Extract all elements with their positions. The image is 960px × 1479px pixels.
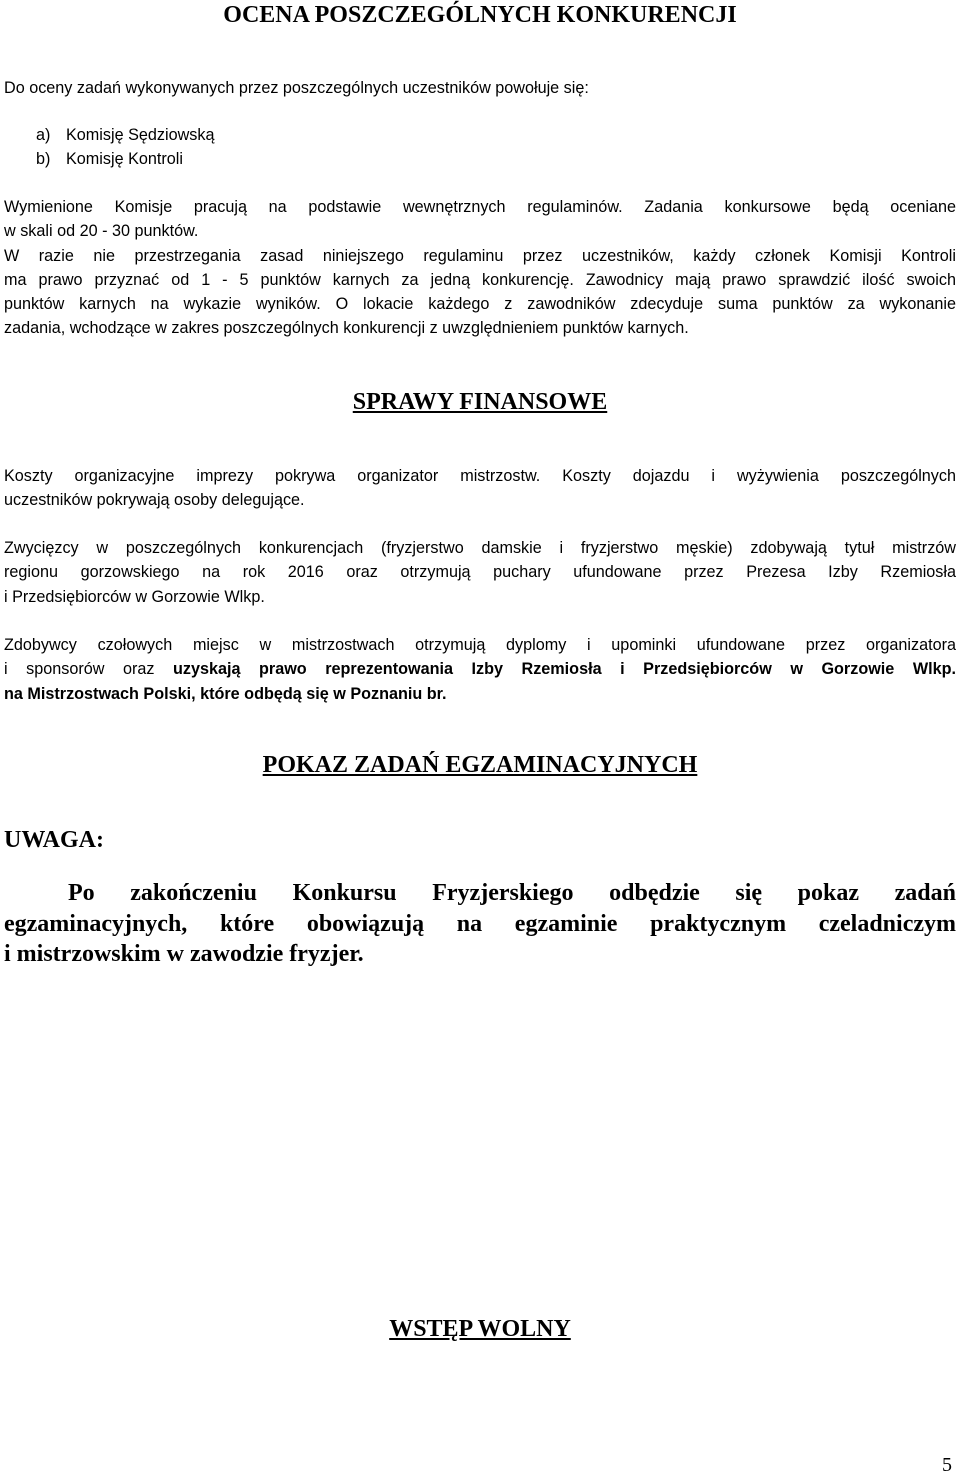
intro-text: Do oceny zadań wykonywanych przez poszczególnych uczestników powołuje się: [4,79,589,97]
rules-line: W razie nie przestrzegania zasad niniejszego regulaminu przez uczestników, każdy członek Komisji Kontroli [4,246,956,265]
page-title: OCENA POSZCZEGÓLNYCH KONKURENCJI [223,2,737,28]
list-item [36,123,214,147]
list-marker: a) [36,126,51,144]
page-number: 5 [942,1454,952,1476]
finance-line: uczestników pokrywają osoby delegujące. [4,491,305,510]
prizes-text: i sponsorów oraz [4,660,173,679]
section-heading-finance: SPRAWY FINANSOWE [352,389,608,415]
winners-line: Zwycięzcy w poszczególnych konkurencjach (fryzjerstwo damskie i fryzjerstwo męskie) zdobywają tytuł mistrzów [4,539,956,557]
prizes-paragraph [4,633,956,706]
rules-line: zadania, wchodzące w zakres poszczególnych konkurencji z uwzględnieniem punktów karnych. [4,319,689,338]
list-item [36,147,183,171]
list-item-text: Komisję Sędziowską [66,126,215,144]
prizes-bold-line: na Mistrzostwach Polski, które odbędą się w Poznaniu br. [4,684,447,703]
rules-line: w skali od 20 - 30 punktów. [4,222,199,241]
rules-line: punktów karnych na wykazie wyników. O lokacie każdego z zawodników zdecyduje suma punktów za wykonanie [4,295,956,314]
list-item-text: Komisję Kontroli [66,150,183,168]
winners-line: regionu gorzowskiego na rok 2016 oraz otrzymują puchary ufundowane przez Prezesa Izby Rzemiosła [4,563,956,582]
rules-paragraph [4,195,956,341]
winners-paragraph [4,536,956,609]
exam-note-line: egzaminacyjnych, które obowiązują na egzaminie praktycznym czeladniczym [4,910,956,937]
finance-line: Koszty organizacyjne imprezy pokrywa organizator mistrzostw. Koszty dojazdu i wyżywienia poszczególnych [4,467,956,485]
rules-line: Wymienione Komisje pracują na podstawie wewnętrznych regulaminów. Zadania konkursowe będą oceniane [4,198,956,216]
prizes-line: Zdobywcy czołowych miejsc w mistrzostwach otrzymują dyplomy i upominki ufundowane przez organizatora [4,636,956,654]
prizes-line [4,657,956,681]
list-marker: b) [36,150,51,168]
exam-note-line: Po zakończeniu Konkursu Fryzjerskiego odbędzie się pokaz zadań [68,880,956,906]
exam-note [4,878,956,970]
free-entry-heading: WSTĘP WOLNY [389,1316,571,1342]
prizes-bold-text: uzyskają prawo reprezentowania Izby Rzemiosła i Przedsiębiorców w Gorzowie Wlkp. [172,660,956,679]
finance-paragraph [4,464,956,513]
winners-line: i Przedsiębiorców w Gorzowie Wlkp. [4,587,265,606]
section-heading-exam: POKAZ ZADAŃ EGZAMINACYJNYCH [262,752,698,778]
exam-note-line: i mistrzowskim w zawodzie fryzjer. [4,941,364,967]
rules-line: ma prawo przyznać od 1 - 5 punktów karnych za jedną konkurencję. Zawodnicy mają prawo sprawdzić ilość swoich [4,270,956,289]
note-label: UWAGA: [4,827,104,853]
